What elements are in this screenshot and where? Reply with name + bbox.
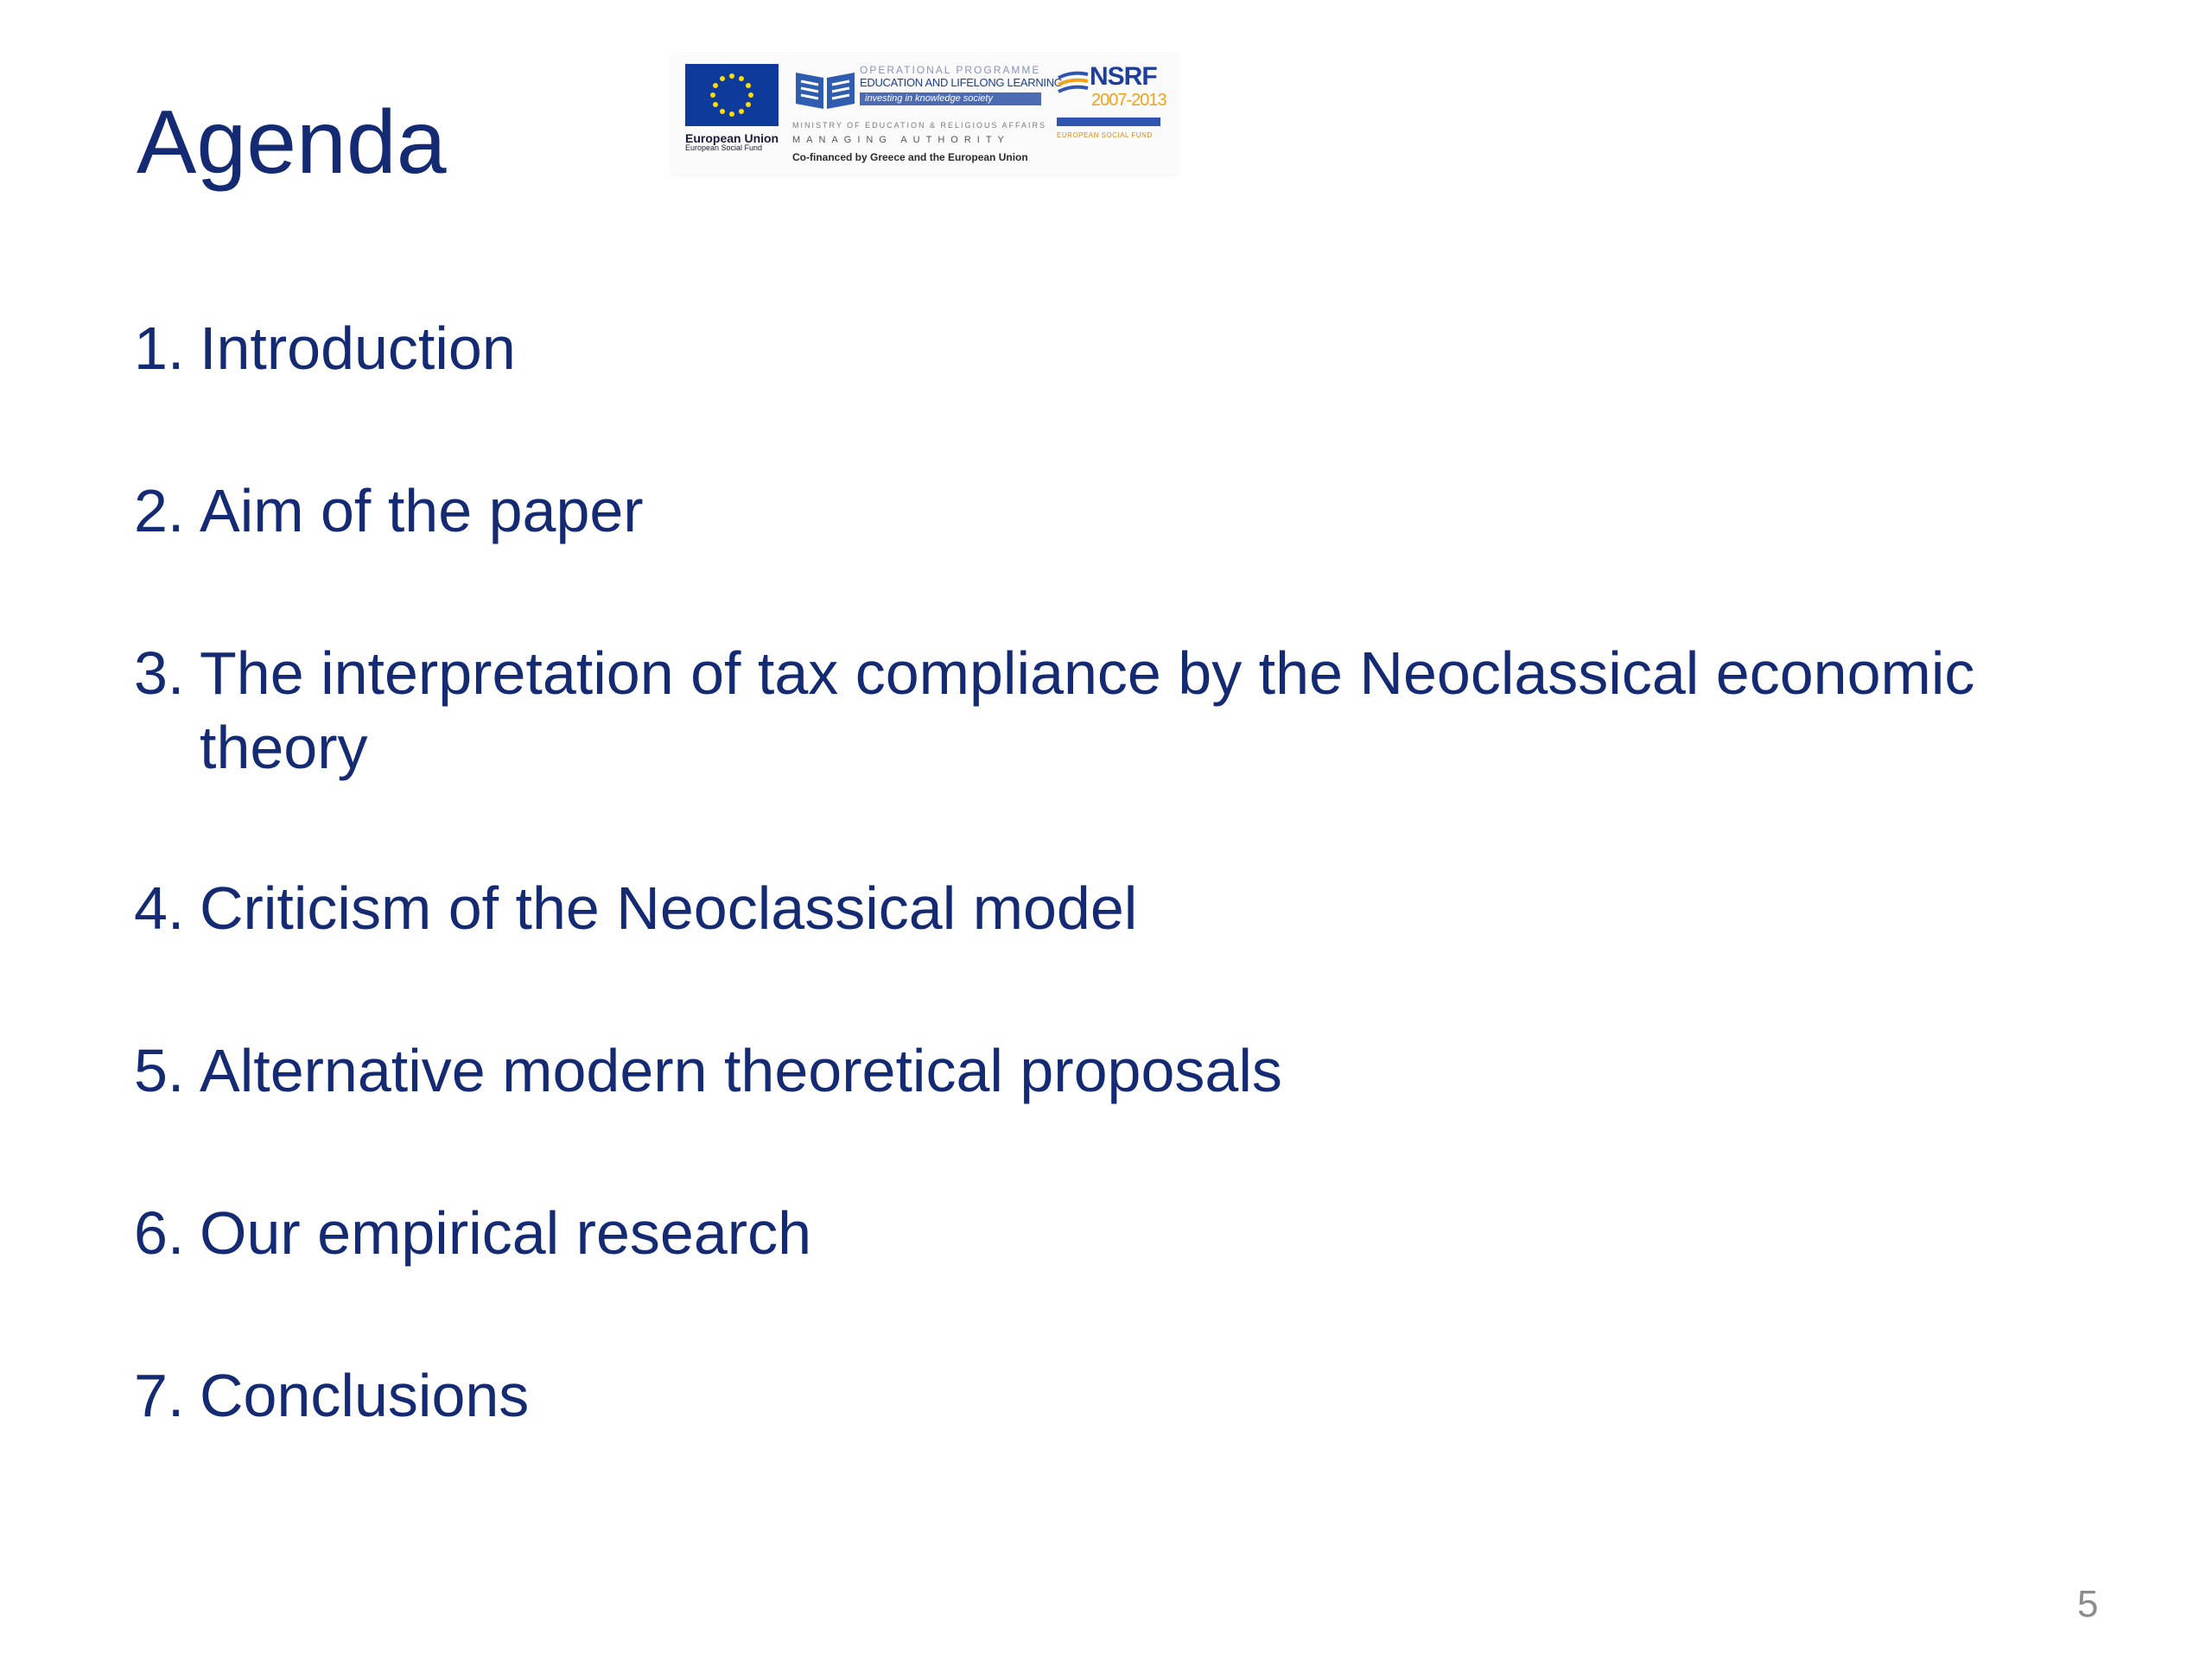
agenda-item-text: Criticism of the Neoclassical model xyxy=(200,874,1138,942)
ministry-label: MINISTRY OF EDUCATION & RELIGIOUS AFFAIRS xyxy=(792,121,1047,130)
agenda-list xyxy=(134,311,2121,1521)
open-book-icon xyxy=(792,66,858,112)
eu-subcaption: European Social Fund xyxy=(685,143,763,152)
managing-authority-label: MANAGING AUTHORITY xyxy=(792,135,1010,145)
agenda-item xyxy=(134,474,2121,548)
nsrf-stripes-icon xyxy=(1057,69,1090,100)
agenda-item-text: The interpretation of tax compliance by the Neoclassical economic theory xyxy=(200,639,1975,781)
page-number: 5 xyxy=(2077,1583,2099,1625)
agenda-item-text: Aim of the paper xyxy=(200,477,644,544)
agenda-item-number: 2. xyxy=(134,477,185,544)
eu-caption: European Union xyxy=(685,131,779,145)
agenda-item xyxy=(134,636,2121,785)
op-programme-name: EDUCATION AND LIFELONG LEARNING xyxy=(860,76,1063,90)
agenda-item-number: 4. xyxy=(134,874,185,942)
agenda-item-text: Conclusions xyxy=(200,1362,530,1429)
agenda-item xyxy=(134,1358,2121,1433)
agenda-item xyxy=(134,1196,2121,1270)
slide-title: Agenda xyxy=(137,92,447,193)
agenda-item-text: Introduction xyxy=(200,315,516,382)
agenda-item-number: 6. xyxy=(134,1199,185,1267)
nsrf-years: 2007-2013 xyxy=(1091,91,1166,110)
op-programme-label: OPERATIONAL PROGRAMME xyxy=(860,64,1041,76)
agenda-item-text: Our empirical research xyxy=(200,1199,811,1267)
agenda-item-number: 3. xyxy=(134,639,185,707)
agenda-item-number: 1. xyxy=(134,315,185,382)
op-programme-slogan: investing in knowledge society xyxy=(860,92,1041,105)
operational-programme-logo xyxy=(792,64,1063,168)
nsrf-fund-label: EUROPEAN SOCIAL FUND xyxy=(1057,131,1153,139)
agenda-item xyxy=(134,311,2121,385)
nsrf-title: NSRF xyxy=(1090,62,1157,91)
eu-logo xyxy=(685,64,780,168)
agenda-item-text: Alternative modern theoretical proposals xyxy=(200,1037,1282,1104)
agenda-item xyxy=(134,871,2121,945)
nsrf-logo xyxy=(1057,64,1169,159)
agenda-item-number: 7. xyxy=(134,1362,185,1429)
agenda-item xyxy=(134,1033,2121,1108)
cofunding-logo-banner xyxy=(670,52,1179,177)
nsrf-bar xyxy=(1057,118,1160,126)
agenda-item-number: 5. xyxy=(134,1037,185,1104)
eu-flag-icon xyxy=(685,64,779,126)
cofinanced-label: Co-financed by Greece and the European Union xyxy=(792,151,1028,163)
